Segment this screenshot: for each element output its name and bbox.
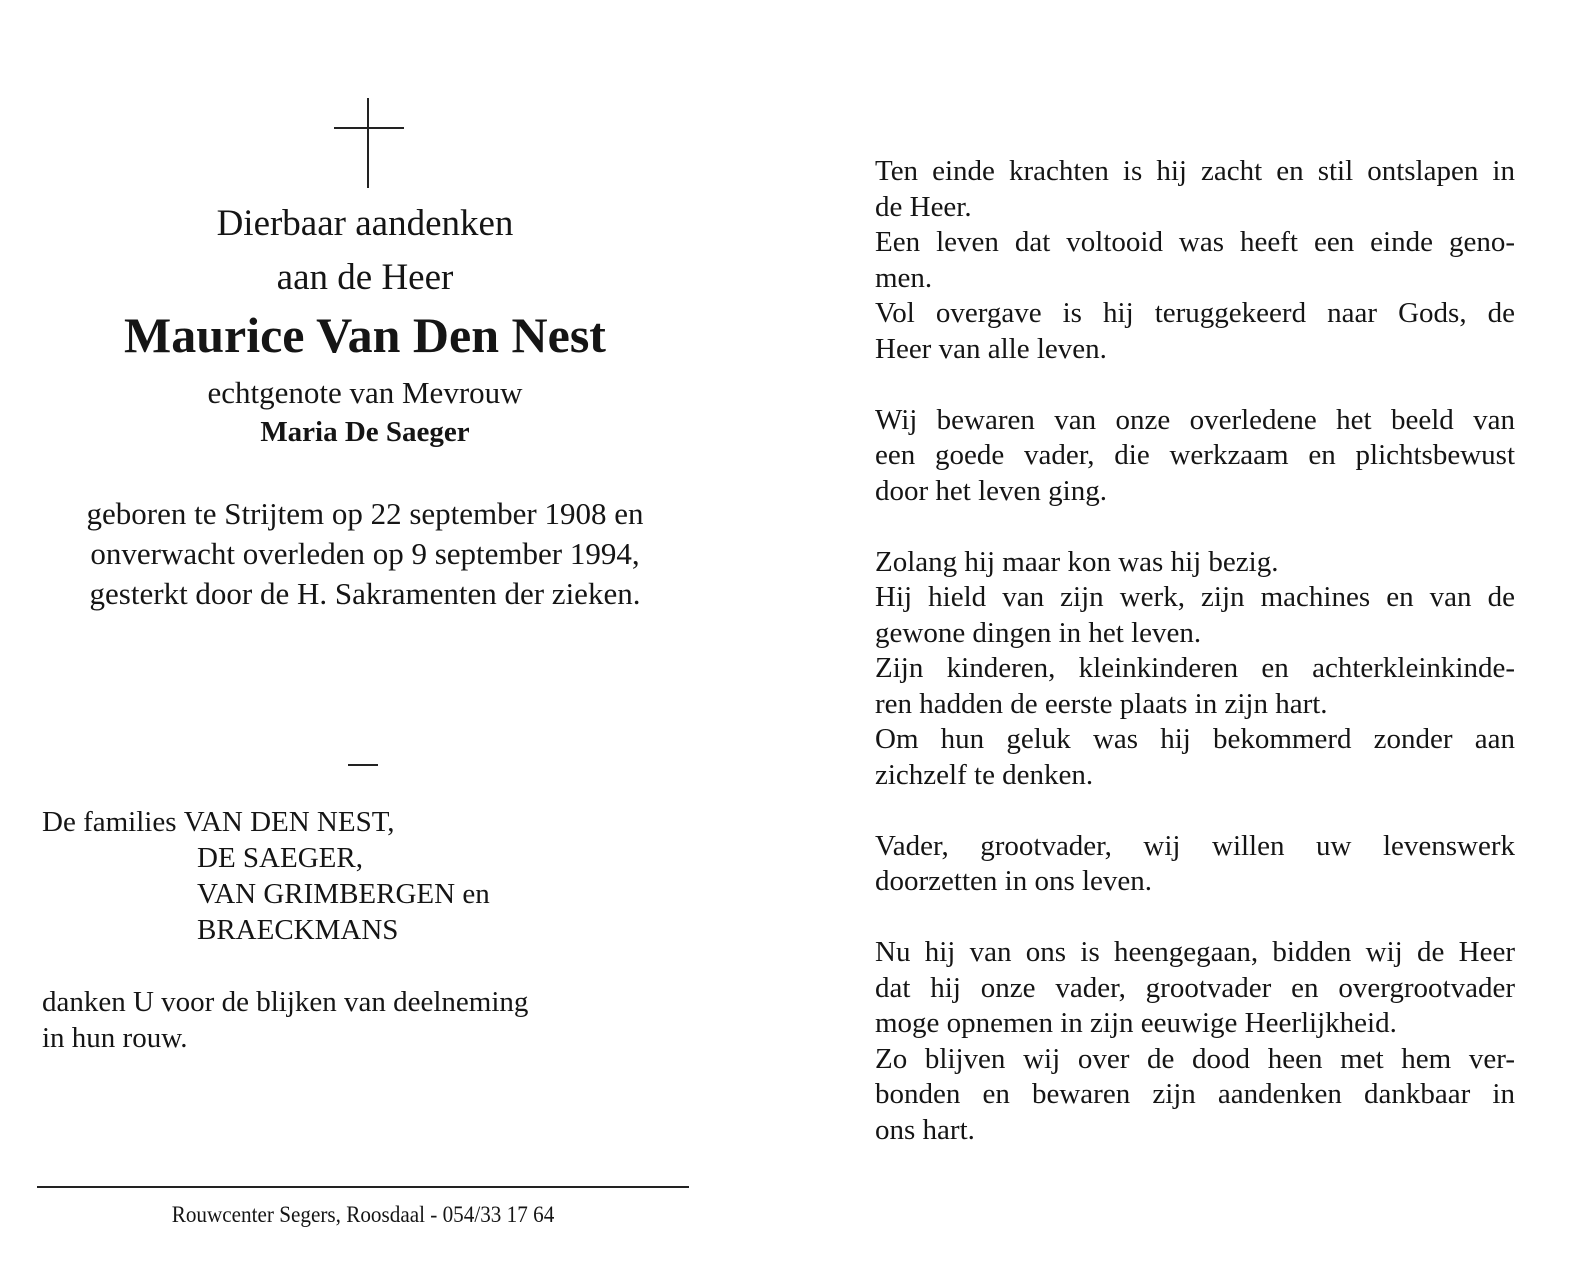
life-line-sacraments: gesterkt door de H. Sakramenten der zieken. — [89, 576, 641, 611]
text-line: Hij hield van zijn werk, zijn machines en van de — [875, 581, 1515, 613]
text-line: Zo blijven wij over de dood heen met hem ver- — [875, 1042, 1515, 1075]
spouse-intro: echtgenote van Mevrouw — [207, 375, 523, 410]
text-line: bonden en bewaren zijn aandenken dankbaar in — [875, 1078, 1515, 1110]
cross-icon — [334, 98, 404, 188]
text-line: moge opnemen in zijn eeuwige Heerlijkheid. — [875, 1007, 1397, 1039]
text-line: Vol overgave is hij teruggekeerd naar Gods, de — [875, 297, 1515, 329]
families-block — [42, 804, 490, 948]
memorial-card-left-panel — [0, 0, 720, 1275]
family-name: VAN DEN NEST, — [183, 806, 395, 838]
text-line: dat hij onze vader, grootvader en overgrootvader — [875, 971, 1515, 1004]
text-line: ons hart. — [875, 1113, 975, 1146]
text-line: Nu hij van ons is heengegaan, bidden wij de Heer — [875, 936, 1515, 968]
family-name: DE SAEGER, — [197, 842, 363, 874]
family-name: VAN GRIMBERGEN en — [197, 878, 490, 910]
life-line-death: onverwacht overleden op 9 september 1994, — [90, 536, 640, 571]
text-line: Heer van alle leven. — [875, 332, 1107, 365]
deceased-name: Maurice Van Den Nest — [124, 307, 606, 363]
text-line: zichzelf te denken. — [875, 758, 1094, 791]
text-line: de Heer. — [875, 190, 972, 223]
spouse-name: Maria De Saeger — [260, 416, 470, 448]
memorial-text — [875, 154, 1515, 1148]
memorial-heading-line-1: Dierbaar aandenken — [216, 203, 514, 244]
section-divider — [348, 764, 378, 766]
text-line: Wij bewaren van onze overledene het beeld van — [875, 403, 1515, 436]
funeral-home-footer: Rouwcenter Segers, Roosdaal - 054/33 17 64 — [171, 1202, 555, 1227]
text-line: Vader, grootvader, wij willen uw levenswerk — [875, 829, 1515, 862]
text-line: Ten einde krachten is hij zacht en stil ontslapen in — [875, 155, 1515, 187]
thanks-line: danken U voor de blijken van deelneming — [42, 986, 529, 1018]
family-name: BRAECKMANS — [197, 914, 399, 946]
text-line: door het leven ging. — [875, 474, 1107, 507]
text-line: Om hun geluk was hij bekommerd zonder aan — [875, 723, 1515, 755]
text-line: ren hadden de eerste plaats in zijn hart. — [875, 687, 1328, 720]
families-prefix: De families — [42, 806, 177, 838]
memorial-card-right-panel — [860, 0, 1525, 1275]
text-line: een goede vader, die werkzaam en plichtsbewust — [875, 439, 1515, 471]
text-line: gewone dingen in het leven. — [875, 616, 1202, 649]
text-line: Een leven dat voltooid was heeft een einde geno- — [875, 226, 1515, 258]
footer-divider — [37, 1186, 689, 1188]
text-line: Zolang hij maar kon was hij bezig. — [875, 545, 1279, 578]
life-line-birth: geboren te Strijtem op 22 september 1908 en — [86, 496, 644, 531]
thanks-block — [42, 984, 528, 1056]
thanks-line: in hun rouw. — [42, 1022, 188, 1054]
life-dates-block — [0, 494, 730, 614]
text-line: doorzetten in ons leven. — [875, 865, 1153, 897]
text-line: Zijn kinderen, kleinkinderen en achterkleinkinde- — [875, 652, 1515, 684]
text-line: men. — [875, 261, 933, 294]
memorial-heading-line-2: aan de Heer — [276, 257, 454, 298]
